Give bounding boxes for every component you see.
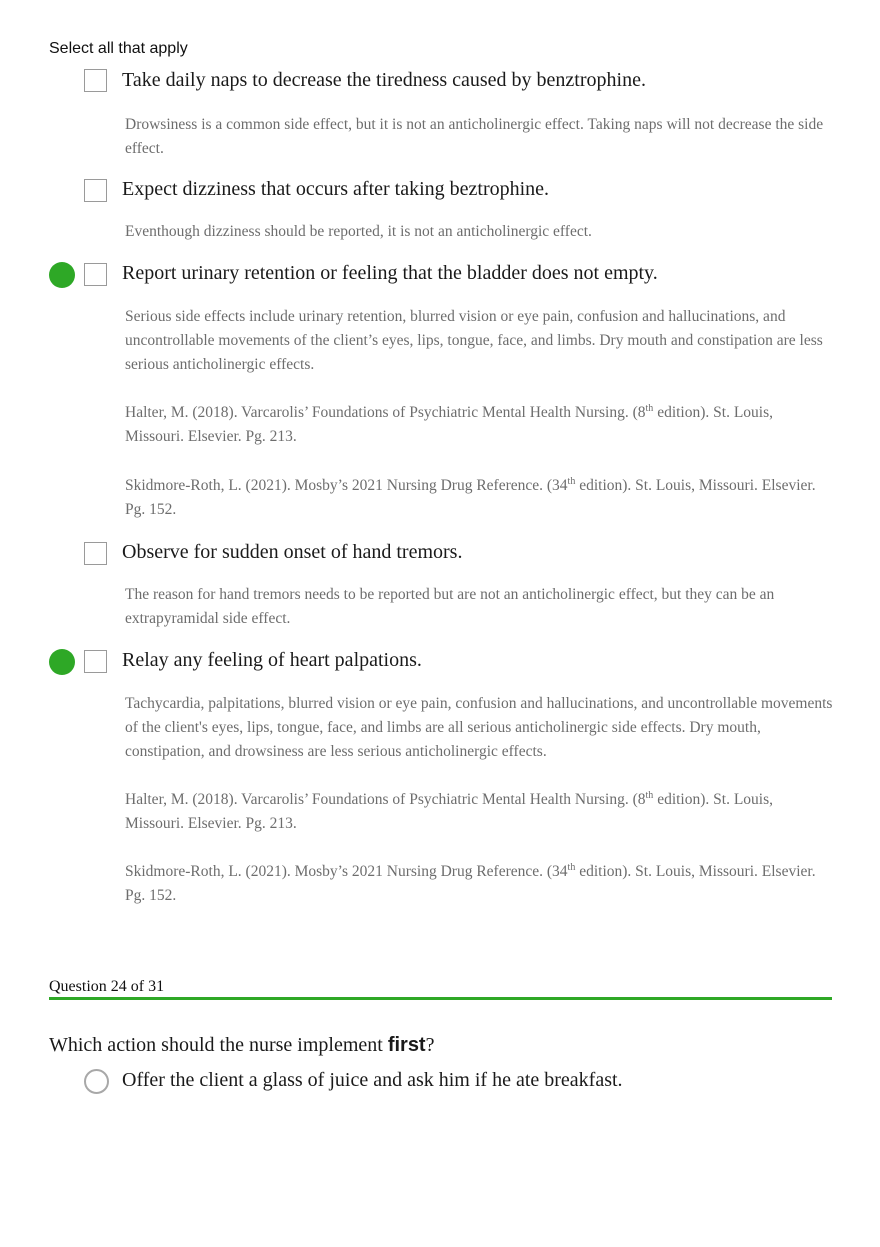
correct-answer-indicator [49, 649, 75, 675]
option-4-label: Observe for sudden onset of hand tremors. [122, 541, 463, 563]
option-5-feedback: Tachycardia, palpitations, blurred vision or eye pain, confusion and hallucinations, and uncontrollable movements of the client's eyes, lips, tongue, face, and limbs are all serious anticholinergic side effects. Dry mouth, constipation, and drowsiness are less serious anticholinergic effects. [125, 695, 833, 760]
option-3-reference-1: Halter, M. (2018). Varcarolis’ Foundations of Psychiatric Mental Health Nursing. (8th edition). St. Louis, Missouri. Elsevier. Pg. 213. [125, 402, 774, 445]
option-4-checkbox[interactable] [84, 542, 107, 565]
option-3-feedback: Serious side effects include urinary retention, blurred vision or eye pain, confusion and hallucinations, and uncontrollable movements of the client’s eyes, lips, tongue, face, and limbs. Dry mouth and constipation are less serious anticholinergic effects. [125, 308, 823, 373]
question-prompt: Which action should the nurse implement first? [49, 1034, 435, 1056]
option-5-checkbox[interactable] [84, 650, 107, 673]
answer-radio-1[interactable] [84, 1069, 109, 1094]
correct-answer-indicator [49, 262, 75, 288]
option-1-feedback: Drowsiness is a common side effect, but it is not an anticholinergic effect. Taking naps will not decrease the side effect. [125, 116, 824, 157]
option-5-reference-1: Halter, M. (2018). Varcarolis’ Foundations of Psychiatric Mental Health Nursing. (8th edition). St. Louis, Missouri. Elsevier. Pg. 213. [125, 789, 774, 832]
question-counter: Question 24 of 31 [49, 978, 165, 995]
option-5-label: Relay any feeling of heart palpations. [122, 649, 422, 671]
instruction-text: Select all that apply [49, 40, 188, 57]
option-2-checkbox[interactable] [84, 179, 107, 202]
option-2-feedback: Eventhough dizziness should be reported, it is not an anticholinergic effect. [125, 223, 592, 240]
option-4-feedback: The reason for hand tremors needs to be reported but are not an anticholinergic effect, but they can be an extrapyramidal side effect. [125, 586, 775, 627]
answer-option-1-label: Offer the client a glass of juice and ask him if he ate breakfast. [122, 1069, 623, 1091]
option-2-label: Expect dizziness that occurs after taking beztrophine. [122, 178, 550, 200]
option-3-reference-2: Skidmore-Roth, L. (2021). Mosby’s 2021 Nursing Drug Reference. (34th edition). St. Louis, Missouri. Elsevier. Pg. 152. [125, 475, 816, 518]
option-1-label: Take daily naps to decrease the tiredness caused by benztrophine. [122, 69, 646, 91]
divider [49, 997, 832, 1000]
option-3-label: Report urinary retention or feeling that the bladder does not empty. [122, 262, 658, 284]
option-5-reference-2: Skidmore-Roth, L. (2021). Mosby’s 2021 Nursing Drug Reference. (34th edition). St. Louis, Missouri. Elsevier. Pg. 152. [125, 861, 816, 904]
option-1-checkbox[interactable] [84, 69, 107, 92]
option-3-checkbox[interactable] [84, 263, 107, 286]
